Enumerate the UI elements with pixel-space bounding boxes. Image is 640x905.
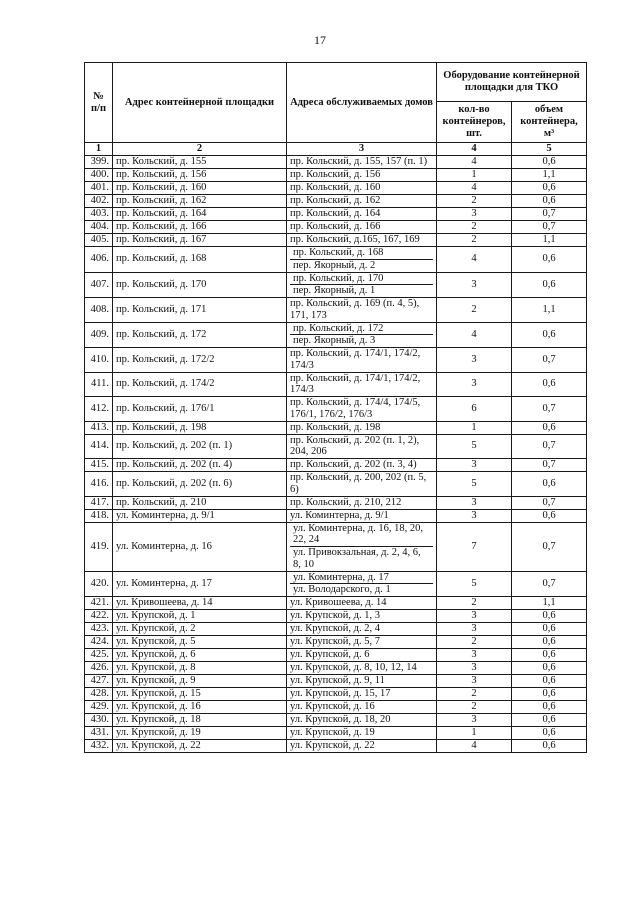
served-addresses: пр. Кольский, д. 169 (п. 4, 5), 171, 173 <box>287 298 437 323</box>
header-equipment: Оборудование контейнерной площадки для ТКО <box>437 63 587 102</box>
site-address: пр. Кольский, д. 172/2 <box>113 348 287 373</box>
container-count: 3 <box>437 649 512 662</box>
row-number: 411. <box>85 372 113 397</box>
row-number: 417. <box>85 496 113 509</box>
served-addresses: ул. Крупской, д. 6 <box>287 649 437 662</box>
container-count: 2 <box>437 234 512 247</box>
served-addresses: ул. Крупской, д. 1, 3 <box>287 610 437 623</box>
served-addresses: ул. Крупской, д. 18, 20 <box>287 714 437 727</box>
site-address: ул. Кривошеева, д. 14 <box>113 597 287 610</box>
site-address: пр. Кольский, д. 166 <box>113 221 287 234</box>
column-index-row <box>85 143 587 156</box>
served-address-line: пр. Кольский, д. 172 <box>293 322 384 334</box>
container-volume: 0,6 <box>512 182 587 195</box>
row-number: 408. <box>85 298 113 323</box>
row-number: 401. <box>85 182 113 195</box>
served-addresses: ул. Крупской, д. 5, 7 <box>287 636 437 649</box>
column-index: 3 <box>287 143 437 156</box>
served-address-line: ул. Коминтерна, д. 17 <box>293 571 389 583</box>
site-address: ул. Крупской, д. 1 <box>113 610 287 623</box>
container-volume: 0,6 <box>512 740 587 753</box>
container-volume: 0,6 <box>512 623 587 636</box>
served-addresses: пр. Кольский, д. 155, 157 (п. 1) <box>287 156 437 169</box>
table-row <box>85 571 587 597</box>
container-volume: 0,7 <box>512 208 587 221</box>
row-number: 403. <box>85 208 113 221</box>
container-volume: 0,6 <box>512 421 587 434</box>
row-number: 424. <box>85 636 113 649</box>
served-addresses <box>287 322 437 348</box>
container-count: 4 <box>437 740 512 753</box>
table-row <box>85 714 587 727</box>
served-addresses: пр. Кольский, д. 162 <box>287 195 437 208</box>
row-number: 420. <box>85 571 113 597</box>
table-body <box>85 156 587 753</box>
served-addresses: пр. Кольский, д.165, 167, 169 <box>287 234 437 247</box>
row-number: 429. <box>85 701 113 714</box>
site-address: пр. Кольский, д. 162 <box>113 195 287 208</box>
served-addresses: ул. Крупской, д. 2, 4 <box>287 623 437 636</box>
table-row <box>85 701 587 714</box>
container-volume: 0,7 <box>512 397 587 422</box>
container-count: 4 <box>437 182 512 195</box>
served-addresses: ул. Крупской, д. 15, 17 <box>287 688 437 701</box>
site-address: пр. Кольский, д. 174/2 <box>113 372 287 397</box>
site-address: пр. Кольский, д. 167 <box>113 234 287 247</box>
served-addresses: ул. Крупской, д. 9, 11 <box>287 675 437 688</box>
container-volume: 0,7 <box>512 496 587 509</box>
container-count: 3 <box>437 675 512 688</box>
served-addresses: ул. Крупской, д. 19 <box>287 727 437 740</box>
container-count: 2 <box>437 597 512 610</box>
table-row <box>85 372 587 397</box>
container-count: 4 <box>437 247 512 273</box>
table-row <box>85 610 587 623</box>
container-volume: 0,6 <box>512 649 587 662</box>
container-volume: 0,6 <box>512 509 587 522</box>
row-number: 432. <box>85 740 113 753</box>
site-address: ул. Крупской, д. 9 <box>113 675 287 688</box>
container-volume: 0,6 <box>512 156 587 169</box>
site-address: пр. Кольский, д. 164 <box>113 208 287 221</box>
site-address: ул. Крупской, д. 8 <box>113 662 287 675</box>
served-addresses: пр. Кольский, д. 202 (п. 3, 4) <box>287 459 437 472</box>
table-row <box>85 397 587 422</box>
container-volume: 0,6 <box>512 247 587 273</box>
container-volume: 0,6 <box>512 714 587 727</box>
row-number: 421. <box>85 597 113 610</box>
served-address-line: ул. Володарского, д. 1 <box>290 583 433 596</box>
site-address: ул. Коминтерна, д. 16 <box>113 522 287 571</box>
site-address: пр. Кольский, д. 172 <box>113 322 287 348</box>
served-addresses: пр. Кольский, д. 210, 212 <box>287 496 437 509</box>
served-addresses <box>287 272 437 298</box>
served-addresses: пр. Кольский, д. 174/1, 174/2, 174/3 <box>287 372 437 397</box>
table-row <box>85 247 587 273</box>
container-count: 3 <box>437 714 512 727</box>
served-address-line: ул. Коминтерна, д. 16, 18, 20, 22, 24 <box>293 522 423 546</box>
table-row <box>85 740 587 753</box>
served-addresses: пр. Кольский, д. 202 (п. 1, 2), 204, 206 <box>287 434 437 459</box>
table-row <box>85 434 587 459</box>
table-row <box>85 522 587 571</box>
table-row <box>85 472 587 497</box>
container-volume: 0,6 <box>512 662 587 675</box>
container-volume: 1,1 <box>512 234 587 247</box>
site-address: ул. Коминтерна, д. 17 <box>113 571 287 597</box>
container-volume: 0,6 <box>512 610 587 623</box>
site-address: пр. Кольский, д. 202 (п. 6) <box>113 472 287 497</box>
container-count: 1 <box>437 169 512 182</box>
table-row <box>85 649 587 662</box>
site-address: ул. Крупской, д. 16 <box>113 701 287 714</box>
table-row <box>85 322 587 348</box>
site-address: пр. Кольский, д. 198 <box>113 421 287 434</box>
row-number: 413. <box>85 421 113 434</box>
table-row <box>85 195 587 208</box>
header-site-address: Адрес контейнерной площадки <box>113 63 287 143</box>
row-number: 402. <box>85 195 113 208</box>
served-addresses: пр. Кольский, д. 156 <box>287 169 437 182</box>
container-count: 2 <box>437 701 512 714</box>
row-number: 410. <box>85 348 113 373</box>
container-count: 2 <box>437 636 512 649</box>
container-count: 2 <box>437 688 512 701</box>
table-row <box>85 182 587 195</box>
served-address-line: пер. Якорный, д. 2 <box>290 259 433 272</box>
row-number: 426. <box>85 662 113 675</box>
site-address: пр. Кольский, д. 202 (п. 4) <box>113 459 287 472</box>
container-count: 6 <box>437 397 512 422</box>
row-number: 428. <box>85 688 113 701</box>
row-number: 407. <box>85 272 113 298</box>
row-number: 423. <box>85 623 113 636</box>
container-count: 5 <box>437 434 512 459</box>
container-count: 2 <box>437 221 512 234</box>
site-address: пр. Кольский, д. 176/1 <box>113 397 287 422</box>
table-row <box>85 156 587 169</box>
site-address: пр. Кольский, д. 171 <box>113 298 287 323</box>
container-count: 2 <box>437 298 512 323</box>
container-count: 4 <box>437 156 512 169</box>
served-addresses: ул. Кривошеева, д. 14 <box>287 597 437 610</box>
container-volume: 1,1 <box>512 298 587 323</box>
container-count: 5 <box>437 571 512 597</box>
served-addresses: ул. Крупской, д. 8, 10, 12, 14 <box>287 662 437 675</box>
container-volume: 0,6 <box>512 472 587 497</box>
container-count: 1 <box>437 727 512 740</box>
table-row <box>85 496 587 509</box>
container-volume: 0,6 <box>512 636 587 649</box>
container-count: 3 <box>437 272 512 298</box>
row-number: 404. <box>85 221 113 234</box>
container-volume: 1,1 <box>512 597 587 610</box>
container-count: 3 <box>437 509 512 522</box>
container-volume: 0,7 <box>512 522 587 571</box>
row-number: 405. <box>85 234 113 247</box>
served-addresses: ул. Крупской, д. 22 <box>287 740 437 753</box>
table-row <box>85 675 587 688</box>
table-row <box>85 597 587 610</box>
header-volume: объем контейнера, м³ <box>512 102 587 143</box>
row-number: 430. <box>85 714 113 727</box>
container-volume: 0,6 <box>512 675 587 688</box>
container-volume: 0,6 <box>512 272 587 298</box>
table-row <box>85 221 587 234</box>
row-number: 406. <box>85 247 113 273</box>
row-number: 412. <box>85 397 113 422</box>
row-number: 414. <box>85 434 113 459</box>
container-volume: 0,6 <box>512 322 587 348</box>
served-addresses: пр. Кольский, д. 174/1, 174/2, 174/3 <box>287 348 437 373</box>
table-row <box>85 636 587 649</box>
container-volume: 0,6 <box>512 701 587 714</box>
served-addresses <box>287 247 437 273</box>
container-volume: 0,6 <box>512 688 587 701</box>
column-index: 5 <box>512 143 587 156</box>
table-row <box>85 272 587 298</box>
served-address-line: ул. Привокзальная, д. 2, 4, 6, 8, 10 <box>290 546 433 571</box>
row-number: 418. <box>85 509 113 522</box>
container-count: 3 <box>437 610 512 623</box>
container-count: 1 <box>437 421 512 434</box>
served-addresses <box>287 571 437 597</box>
header-num: № п/п <box>85 63 113 143</box>
table-row <box>85 727 587 740</box>
site-address: ул. Крупской, д. 22 <box>113 740 287 753</box>
site-address: ул. Крупской, д. 19 <box>113 727 287 740</box>
container-count: 3 <box>437 623 512 636</box>
container-volume: 0,6 <box>512 727 587 740</box>
table-row <box>85 208 587 221</box>
container-count: 4 <box>437 322 512 348</box>
table-row <box>85 509 587 522</box>
container-count: 3 <box>437 662 512 675</box>
table-row <box>85 623 587 636</box>
served-address-line: пер. Якорный, д. 3 <box>290 334 433 347</box>
column-index: 1 <box>85 143 113 156</box>
served-address-line: пр. Кольский, д. 170 <box>293 272 384 284</box>
container-volume: 0,7 <box>512 434 587 459</box>
container-volume: 0,6 <box>512 372 587 397</box>
site-address: пр. Кольский, д. 168 <box>113 247 287 273</box>
container-count: 3 <box>437 496 512 509</box>
site-address: ул. Крупской, д. 15 <box>113 688 287 701</box>
site-address: пр. Кольский, д. 155 <box>113 156 287 169</box>
site-address: пр. Кольский, д. 156 <box>113 169 287 182</box>
table-row <box>85 662 587 675</box>
container-volume: 0,7 <box>512 571 587 597</box>
site-address: пр. Кольский, д. 170 <box>113 272 287 298</box>
container-count: 2 <box>437 195 512 208</box>
row-number: 419. <box>85 522 113 571</box>
served-addresses: ул. Крупской, д. 16 <box>287 701 437 714</box>
served-addresses: ул. Коминтерна, д. 9/1 <box>287 509 437 522</box>
page-number: 17 <box>314 33 326 47</box>
table-row <box>85 421 587 434</box>
table-row <box>85 169 587 182</box>
row-number: 416. <box>85 472 113 497</box>
site-address: пр. Кольский, д. 210 <box>113 496 287 509</box>
table-row <box>85 298 587 323</box>
column-index: 4 <box>437 143 512 156</box>
row-number: 422. <box>85 610 113 623</box>
row-number: 409. <box>85 322 113 348</box>
served-address-line: пр. Кольский, д. 168 <box>293 247 384 258</box>
table-row <box>85 688 587 701</box>
container-count: 5 <box>437 472 512 497</box>
site-address: ул. Крупской, д. 5 <box>113 636 287 649</box>
site-address: ул. Крупской, д. 18 <box>113 714 287 727</box>
served-addresses: пр. Кольский, д. 160 <box>287 182 437 195</box>
row-number: 399. <box>85 156 113 169</box>
served-addresses: пр. Кольский, д. 164 <box>287 208 437 221</box>
row-number: 425. <box>85 649 113 662</box>
row-number: 427. <box>85 675 113 688</box>
served-addresses: пр. Кольский, д. 198 <box>287 421 437 434</box>
site-address: ул. Коминтерна, д. 9/1 <box>113 509 287 522</box>
table-row <box>85 234 587 247</box>
site-address: пр. Кольский, д. 160 <box>113 182 287 195</box>
container-count: 3 <box>437 348 512 373</box>
header-count: кол-во контейнеров, шт. <box>437 102 512 143</box>
served-addresses: пр. Кольский, д. 174/4, 174/5, 176/1, 176/2, 176/3 <box>287 397 437 422</box>
served-addresses <box>287 522 437 571</box>
header-served-addresses: Адреса обслуживаемых домов <box>287 63 437 143</box>
container-volume: 1,1 <box>512 169 587 182</box>
container-count: 7 <box>437 522 512 571</box>
row-number: 400. <box>85 169 113 182</box>
row-number: 415. <box>85 459 113 472</box>
served-addresses: пр. Кольский, д. 166 <box>287 221 437 234</box>
container-volume: 0,6 <box>512 195 587 208</box>
container-count: 3 <box>437 372 512 397</box>
table-row <box>85 459 587 472</box>
site-address: ул. Крупской, д. 6 <box>113 649 287 662</box>
served-address-line: пер. Якорный, д. 1 <box>290 284 433 297</box>
container-volume: 0,7 <box>512 459 587 472</box>
container-count: 3 <box>437 459 512 472</box>
column-index: 2 <box>113 143 287 156</box>
container-sites-table <box>84 62 587 753</box>
site-address: ул. Крупской, д. 2 <box>113 623 287 636</box>
container-volume: 0,7 <box>512 221 587 234</box>
site-address: пр. Кольский, д. 202 (п. 1) <box>113 434 287 459</box>
table-row <box>85 348 587 373</box>
container-count: 3 <box>437 208 512 221</box>
container-volume: 0,7 <box>512 348 587 373</box>
served-addresses: пр. Кольский, д. 200, 202 (п. 5, 6) <box>287 472 437 497</box>
row-number: 431. <box>85 727 113 740</box>
